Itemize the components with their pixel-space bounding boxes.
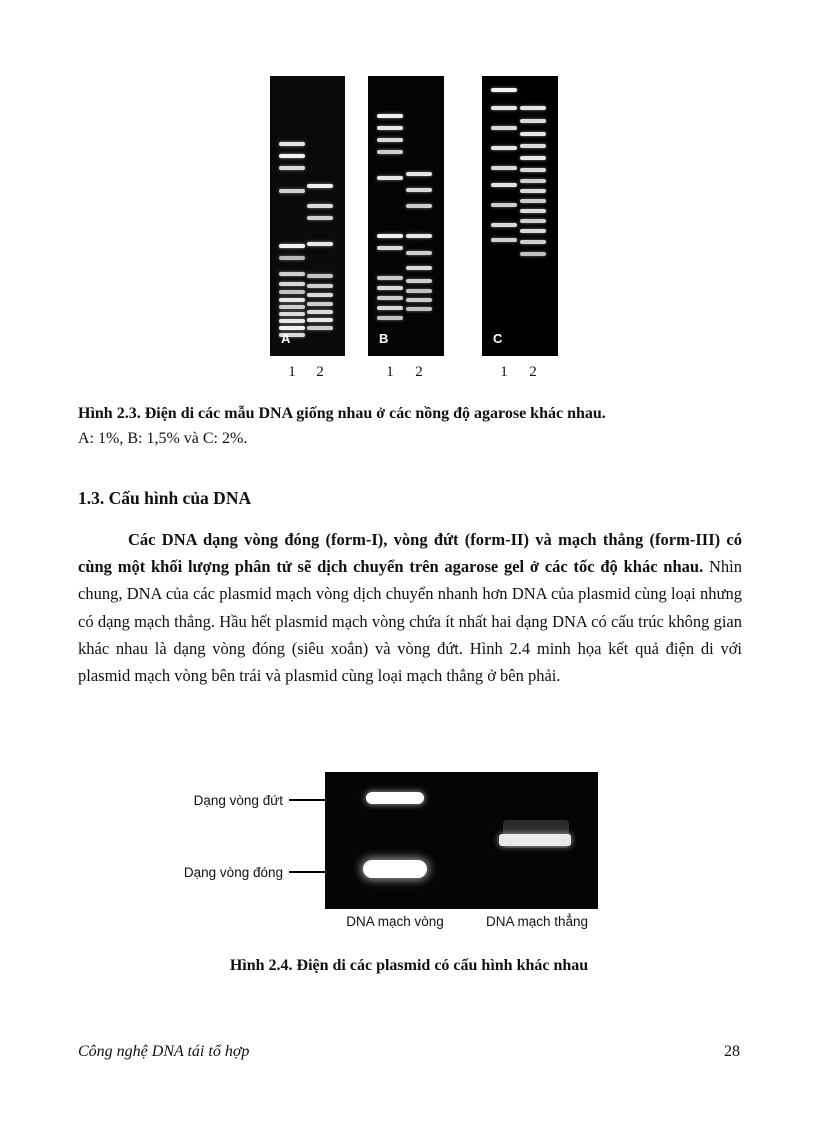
- lane-label-circular-dna: DNA mạch vòng: [346, 914, 444, 929]
- lane-number: 2: [529, 364, 537, 380]
- gel-band: [377, 126, 403, 130]
- gel-band: [491, 223, 517, 227]
- lane-number: 2: [415, 364, 423, 380]
- gel-band: [377, 176, 403, 180]
- gel-band: [520, 229, 546, 233]
- gel-band: [307, 293, 333, 297]
- gel-band: [491, 106, 517, 110]
- gel-band: [279, 256, 305, 260]
- figure-2-3-gel-images: [270, 76, 560, 388]
- gel-band: [377, 246, 403, 250]
- gel-band: [307, 318, 333, 322]
- gel-band: [279, 312, 305, 316]
- gel-band: [307, 204, 333, 208]
- gel-band: [520, 252, 546, 256]
- gel-band: [279, 189, 305, 193]
- gel-band: [491, 183, 517, 187]
- gel-band: [307, 326, 333, 330]
- gel-band: [279, 166, 305, 170]
- lane-number: 1: [288, 364, 296, 380]
- gel-band: [279, 305, 305, 309]
- gel-letter-label: B: [379, 331, 389, 346]
- gel-band: [491, 166, 517, 170]
- gel-band: [279, 298, 305, 302]
- paragraph-bold-lead: Các DNA dạng vòng đóng (form-I), vòng đứt (form-II) và mạch thẳng (form-III) có cùng một khối lượng phân tử sẽ dịch chuyển trên agarose gel ở các tốc độ khác nhau.: [78, 530, 742, 577]
- gel-band: [406, 298, 432, 302]
- label-nicked-text: Dạng vòng đứt: [193, 792, 283, 808]
- linear-dna-band: [499, 834, 571, 846]
- label-closed-text: Dạng vòng đóng: [183, 864, 283, 880]
- page-footer: [78, 1043, 740, 1061]
- gel-band: [520, 199, 546, 203]
- gel-band: [406, 279, 432, 283]
- gel-band: [406, 266, 432, 270]
- lane-number: 1: [500, 364, 508, 380]
- gel-band: [307, 274, 333, 278]
- gel-band: [307, 302, 333, 306]
- gel-letter-label: A: [281, 331, 291, 346]
- gel-panel-c: [482, 76, 558, 356]
- gel-band: [279, 290, 305, 294]
- lane-number: 1: [386, 364, 394, 380]
- gel-band: [520, 209, 546, 213]
- gel-band: [520, 179, 546, 183]
- gel-band: [279, 142, 305, 146]
- paragraph-rest: Nhìn chung, DNA của các plasmid mạch vòng dịch chuyển nhanh hơn DNA của plasmid cùng loại nhưng có dạng mạch thẳng. Hầu hết plasmid mạch vòng chứa ít nhất hai dạng DNA có cấu trúc không gian khác nhau là dạng vòng đóng (siêu xoắn) và vòng đứt. Hình 2.4 minh họa kết quả điện di với plasmid mạch vòng bên trái và plasmid cùng loại mạch thẳng ở bên phải.: [78, 557, 743, 686]
- gel-band: [377, 114, 403, 118]
- footer-book-title: Công nghệ DNA tái tổ hợp: [78, 1043, 250, 1060]
- gel-band: [279, 244, 305, 248]
- gel-band: [406, 172, 432, 176]
- gel-band: [520, 132, 546, 136]
- footer-page-number: 28: [724, 1043, 740, 1060]
- gel-band: [491, 126, 517, 130]
- gel-band: [279, 282, 305, 286]
- gel-band: [377, 306, 403, 310]
- gel-band: [377, 276, 403, 280]
- closed-circle-band: [363, 860, 427, 878]
- gel-panel-b: [368, 76, 444, 356]
- body-paragraph: [78, 526, 742, 689]
- label-nicked-circle: [194, 791, 325, 809]
- gel-band: [520, 240, 546, 244]
- gel-band: [377, 296, 403, 300]
- gel-band: [279, 326, 305, 330]
- gel-band: [406, 251, 432, 255]
- gel-band: [406, 307, 432, 311]
- lane-number: 2: [316, 364, 324, 380]
- gel-band: [377, 316, 403, 320]
- gel-band: [307, 284, 333, 288]
- gel-band: [491, 238, 517, 242]
- gel-band: [279, 154, 305, 158]
- gel-band: [307, 216, 333, 220]
- gel-band: [520, 144, 546, 148]
- pointer-line: [289, 799, 325, 801]
- figure-2-3-caption: [78, 401, 762, 451]
- nicked-circle-band: [366, 792, 424, 804]
- gel-band: [279, 319, 305, 323]
- gel-band: [307, 310, 333, 314]
- gel-panel-a: [270, 76, 345, 356]
- pointer-line: [289, 871, 325, 873]
- gel-band: [491, 203, 517, 207]
- gel-band: [406, 204, 432, 208]
- figure-2-4-gel-image: [325, 772, 598, 909]
- figure-2-3-caption-title: Hình 2.3. Điện di các mẫu DNA giống nhau ở các nồng độ agarose khác nhau.: [78, 405, 606, 422]
- gel-band: [520, 168, 546, 172]
- gel-band: [279, 272, 305, 276]
- gel-band: [307, 184, 333, 188]
- section-heading: 1.3. Cấu hình của DNA: [78, 488, 252, 508]
- gel-band: [520, 219, 546, 223]
- gel-letter-label: C: [493, 331, 503, 346]
- label-closed-circle: [184, 863, 325, 881]
- gel-band: [520, 156, 546, 160]
- gel-band: [491, 88, 517, 92]
- gel-band: [307, 242, 333, 246]
- figure-2-4-caption: Hình 2.4. Điện di các plasmid có cấu hình khác nhau: [229, 957, 589, 974]
- gel-band: [406, 188, 432, 192]
- gel-band: [377, 150, 403, 154]
- gel-band: [520, 189, 546, 193]
- gel-band: [491, 146, 517, 150]
- gel-band: [520, 119, 546, 123]
- gel-band: [377, 138, 403, 142]
- gel-band: [406, 289, 432, 293]
- gel-band: [377, 234, 403, 238]
- gel-band: [377, 286, 403, 290]
- figure-2-3-caption-detail: A: 1%, B: 1,5% và C: 2%.: [78, 430, 248, 447]
- gel-band: [406, 234, 432, 238]
- lane-label-linear-dna: DNA mạch thẳng: [485, 914, 589, 929]
- gel-band: [520, 106, 546, 110]
